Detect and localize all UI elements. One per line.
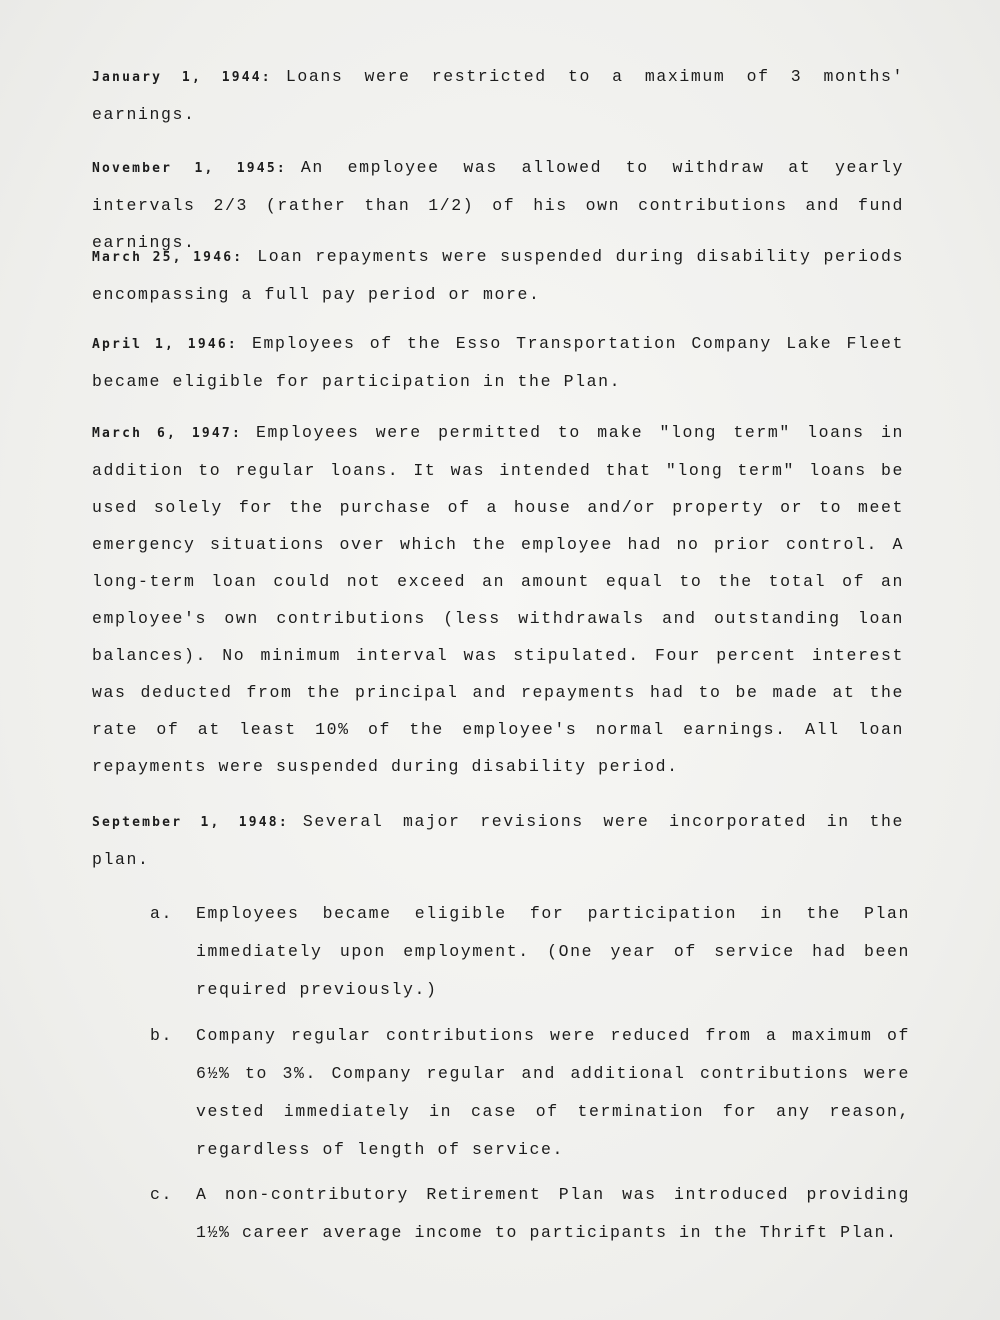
list-item-text: Employees became eligible for participation in the Plan immediately upon employment. (One year of service had been required previously.) (196, 904, 910, 999)
list-item-text: Company regular contributions were reduced from a maximum of 6½% to 3%. Company regular and additional contributions were vested immediately in case of termination for any reason, regardless of length of service. (196, 1026, 910, 1159)
list-item-letter: b. (150, 1026, 174, 1045)
list-item-b (150, 1017, 910, 1169)
entry-text: Loans were restricted to a maximum of 3 months' earnings. (92, 67, 904, 124)
list-item-letter: c. (150, 1185, 174, 1204)
entry-sep-1948 (92, 803, 904, 878)
entry-date: March 6, 1947: (92, 426, 242, 441)
entry-date: April 1, 1946: (92, 337, 238, 352)
list-item-a (150, 895, 910, 1009)
entry-date: November 1, 1945: (92, 161, 287, 176)
entry-date: March 25, 1946: (92, 250, 244, 265)
entry-date: September 1, 1948: (92, 815, 289, 830)
entry-text: An employee was allowed to withdraw at yearly intervals 2/3 (rather than 1/2) of his own contributions and fund earnings. (92, 158, 904, 252)
entry-text: Employees were permitted to make "long term" loans in addition to regular loans. It was intended that "long term" loans be used solely for the purchase of a house and/or property or to meet emergency situations over which the employee had no prior control. A long-term loan could not exceed an amount equal to the total of an employee's own contributions (less withdrawals and outstanding loan balances). No minimum interval was stipulated. Four percent interest was deducted from the principal and repayments had to be made at the rate of at least 10% of the employee's normal earnings. All loan repayments were suspended during disability period. (92, 423, 904, 776)
entry-text: Employees of the Esso Transportation Company Lake Fleet became eligible for participation in the Plan. (92, 334, 904, 391)
entry-jan-1944 (92, 58, 904, 133)
entry-date: January 1, 1944: (92, 70, 272, 85)
list-item-c (150, 1176, 910, 1252)
entry-mar-1947 (92, 414, 904, 785)
entry-text: Loan repayments were suspended during disability periods encompassing a full pay period or more. (92, 247, 904, 304)
list-item-letter: a. (150, 904, 174, 923)
entry-mar-1946 (92, 238, 904, 313)
entry-text: Several major revisions were incorporated in the plan. (92, 812, 904, 869)
list-item-text: A non-contributory Retirement Plan was introduced providing 1½% career average income to participants in the Thrift Plan. (196, 1185, 910, 1242)
entry-apr-1946 (92, 325, 904, 400)
